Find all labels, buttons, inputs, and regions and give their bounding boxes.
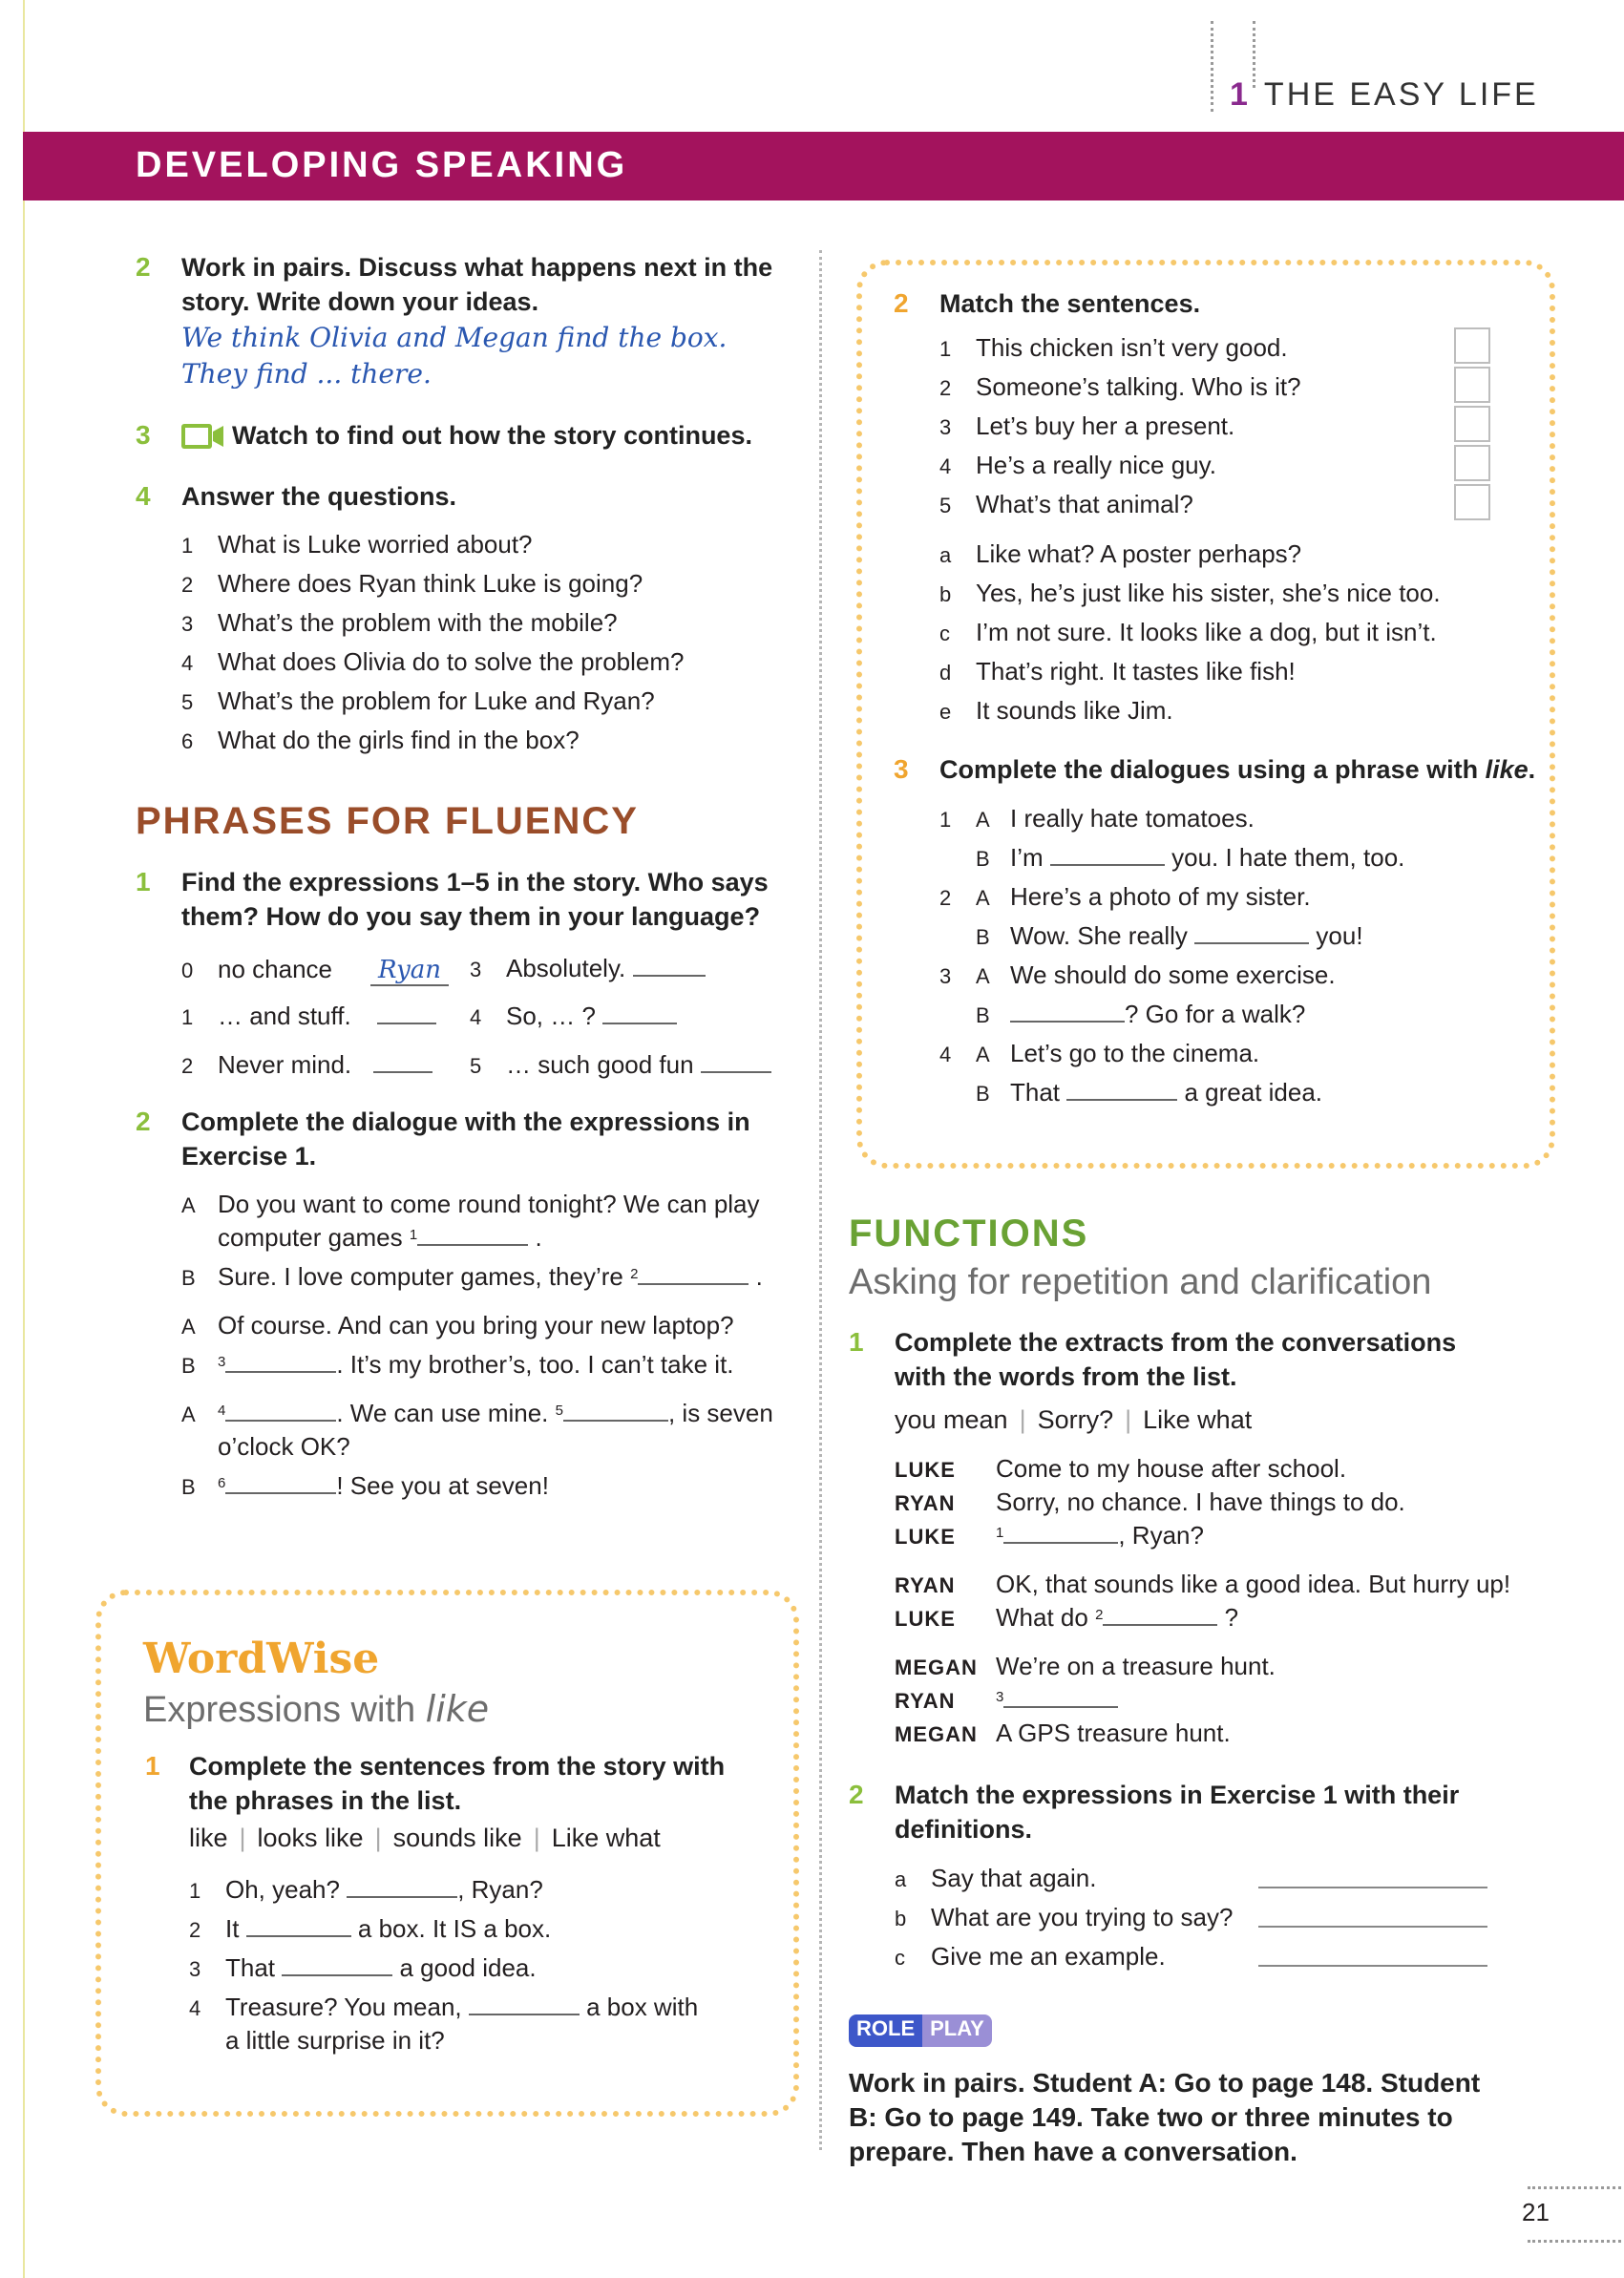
list-item: 1 What is Luke worried about?	[181, 530, 533, 559]
answer-blank	[417, 1221, 528, 1246]
exercise-instruction: Complete the sentences from the story with the phrases in the list.	[189, 1752, 726, 1815]
list-item: 2 It a box. It IS a box.	[189, 1914, 552, 1943]
exercise-instruction: Answer the questions.	[181, 482, 457, 511]
exercise-number: 1	[145, 1751, 160, 1781]
dialogue-line: B Sure. I love computer games, they’re $^2$ .	[181, 1262, 763, 1291]
answer-blank	[225, 1348, 336, 1373]
exercise-number: 2	[136, 1107, 151, 1136]
list-item: 4 Treasure? You mean, a box with	[189, 1993, 699, 2021]
list-item: 5 What’s that animal?	[939, 490, 1193, 518]
list-item: 2 Where does Ryan think Luke is going?	[181, 569, 643, 598]
page-number-rule	[1528, 2186, 1621, 2189]
section-band	[23, 132, 1624, 200]
list-item: 5 … such good fun	[470, 1048, 771, 1083]
list-item: 1 Oh, yeah? , Ryan?	[189, 1875, 543, 1904]
answer-box[interactable]	[1454, 445, 1490, 481]
video-camera-icon	[181, 424, 221, 449]
answer-box[interactable]	[1454, 367, 1490, 403]
answer-line[interactable]	[1258, 1965, 1487, 1967]
exercise-number: 3	[136, 420, 151, 450]
dialogue-line: RYAN Sorry, no chance. I have things to do.	[895, 1487, 1405, 1516]
header-dotted-rule	[1211, 21, 1213, 112]
answer-blank	[1010, 998, 1125, 1023]
list-item: b What are you trying to say?	[895, 1903, 1234, 1931]
answer-blank	[373, 1048, 432, 1073]
column-divider	[819, 250, 822, 2150]
answer-box[interactable]	[1454, 327, 1490, 364]
answer-blank	[282, 1951, 392, 1976]
dialogue-line: MEGAN We’re on a treasure hunt.	[895, 1652, 1276, 1680]
list-item: 3 Absolutely.	[470, 952, 706, 986]
answer-blank	[1003, 1683, 1118, 1708]
dialogue-line: LUKE $^1$ , Ryan?	[895, 1521, 1204, 1550]
answer-blank	[1103, 1601, 1217, 1626]
section-heading: FUNCTIONS	[849, 1213, 1089, 1255]
list-item: d That’s right. It tastes like fish!	[939, 657, 1296, 686]
list-item: 1 This chicken isn’t very good.	[939, 333, 1288, 362]
dialogue-line: B I’m you. I hate them, too.	[976, 843, 1405, 872]
list-item: 3 Let’s buy her a present.	[939, 411, 1235, 440]
unit-title: THE EASY LIFE	[1263, 76, 1539, 113]
list-item: 0 no chance Ryan	[181, 952, 449, 988]
exercise-number: 4	[136, 481, 151, 511]
dialogue-line: 3 A We should do some exercise.	[939, 960, 1336, 989]
left-margin-rule	[23, 0, 25, 2278]
wordwise-title: WordWise	[143, 1635, 380, 1683]
exercise-instruction: Complete the dialogues using a phrase with like.	[939, 755, 1536, 784]
answer-line[interactable]	[1258, 1887, 1487, 1888]
role-play-instruction: Work in pairs. Student A: Go to page 148. Student B: Go to page 149. Take two or three minutes to prepare. Then have a conversation.	[849, 2068, 1481, 2166]
answer-blank	[225, 1397, 336, 1422]
answer-blank	[377, 1000, 436, 1024]
list-item: 4 What does Olivia do to solve the problem?	[181, 647, 685, 676]
exercise-instruction: Match the expressions in Exercise 1 with their definitions.	[895, 1781, 1460, 1844]
dialogue-line: MEGAN A GPS treasure hunt.	[895, 1719, 1231, 1747]
dialogue-line: B $^3$ . It’s my brother’s, too. I can’t take it.	[181, 1350, 734, 1379]
dialogue-line: B Wow. She really you!	[976, 921, 1363, 950]
dialogue-line: B That a great idea.	[976, 1078, 1323, 1107]
page-number: 21	[1522, 2198, 1550, 2226]
word-list: like | looks like | sounds like | Like what	[189, 1824, 661, 1852]
answer-box[interactable]	[1454, 406, 1490, 442]
exercise-instruction: Watch to find out how the story continues.	[232, 421, 752, 450]
list-item: 4 So, … ?	[470, 1000, 677, 1034]
dialogue-line: 2 A Here’s a photo of my sister.	[939, 882, 1311, 911]
list-item: 4 He’s a really nice guy.	[939, 451, 1216, 479]
handwritten-answer: We think Olivia and Megan find the box. They find ... there.	[181, 322, 728, 390]
dialogue-line: RYAN $^3$	[895, 1683, 1118, 1718]
dialogue-line: LUKE What do $^2$ ?	[895, 1603, 1239, 1632]
exercise-number: 1	[136, 867, 151, 896]
unit-header	[1230, 76, 1539, 114]
role-play-badge: ROLE PLAY	[849, 2014, 992, 2047]
exercise-instruction: Complete the dialogue with the expressions in Exercise 1.	[181, 1107, 750, 1171]
wordwise-subtitle: Expressions with like	[143, 1688, 490, 1730]
list-item: 2 Someone’s talking. Who is it?	[939, 372, 1301, 401]
list-item: a Say that again.	[895, 1864, 1097, 1892]
dialogue-line: A Of course. And can you bring your new laptop?	[181, 1311, 734, 1339]
answer-blank	[563, 1397, 668, 1422]
list-item: 1 … and stuff.	[181, 1000, 436, 1034]
list-item: 3 That a good idea.	[189, 1953, 537, 1982]
answer-blank	[347, 1873, 457, 1898]
dialogue-line: A Do you want to come round tonight? We can play	[181, 1190, 760, 1218]
list-item: b Yes, he’s just like his sister, she’s nice too.	[939, 579, 1441, 607]
answer-line[interactable]	[1258, 1926, 1487, 1928]
answer-blank	[602, 1000, 677, 1024]
list-item: a little surprise in it?	[225, 2026, 445, 2055]
answer-blank	[246, 1912, 351, 1937]
handwritten-answer: Ryan	[370, 956, 449, 986]
list-item: c Give me an example.	[895, 1942, 1166, 1971]
answer-blank	[638, 1260, 749, 1285]
dialogue-line: computer games $^1$ .	[218, 1223, 542, 1252]
exercise-number: 2	[136, 252, 151, 282]
list-item: a Like what? A poster perhaps?	[939, 539, 1302, 568]
section-heading: PHRASES FOR FLUENCY	[136, 800, 639, 842]
list-item: 5 What’s the problem for Luke and Ryan?	[181, 686, 655, 715]
dialogue-line: A $^4$ . We can use mine. $^5$ , is seven	[181, 1399, 773, 1427]
unit-number: 1	[1230, 76, 1251, 113]
dialogue-line: RYAN OK, that sounds like a good idea. But hurry up!	[895, 1570, 1511, 1598]
list-item: c I’m not sure. It looks like a dog, but it isn’t.	[939, 618, 1437, 646]
exercise-number: 1	[849, 1327, 864, 1357]
exercise-instruction: Work in pairs. Discuss what happens next in the story. Write down your ideas.	[181, 253, 773, 316]
dialogue-line: B ? Go for a walk?	[976, 1000, 1306, 1028]
dialogue-line: o’clock OK?	[218, 1432, 350, 1461]
answer-box[interactable]	[1454, 484, 1490, 520]
dialogue-line: 1 A I really hate tomatoes.	[939, 804, 1255, 833]
list-item: 6 What do the girls find in the box?	[181, 726, 580, 754]
list-item: 2 Never mind.	[181, 1048, 432, 1083]
answer-blank	[1050, 841, 1165, 866]
exercise-instruction: Find the expressions 1–5 in the story. Who says them? How do you say them in your language?	[181, 868, 769, 931]
dialogue-line: B $^6$ ! See you at seven!	[181, 1471, 549, 1500]
answer-blank	[1066, 1076, 1177, 1101]
answer-blank	[1194, 919, 1309, 944]
answer-blank	[469, 1991, 580, 2015]
dialogue-line: 4 A Let’s go to the cinema.	[939, 1039, 1260, 1067]
word-list: you mean | Sorry? | Like what	[895, 1405, 1253, 1434]
answer-blank	[701, 1048, 771, 1073]
answer-blank	[1003, 1519, 1118, 1544]
section-subtitle: Asking for repetition and clarification	[849, 1262, 1432, 1302]
exercise-number: 2	[849, 1780, 864, 1809]
page-number-rule	[1528, 2240, 1621, 2243]
exercise-number: 2	[894, 288, 909, 318]
answer-blank	[633, 952, 706, 977]
exercise-instruction: Match the sentences.	[939, 289, 1201, 318]
list-item: 3 What’s the problem with the mobile?	[181, 608, 618, 637]
band-title: DEVELOPING SPEAKING	[136, 145, 628, 185]
dialogue-line: LUKE Come to my house after school.	[895, 1454, 1347, 1483]
exercise-number: 3	[894, 754, 909, 784]
list-item: e It sounds like Jim.	[939, 696, 1173, 725]
exercise-instruction: Complete the extracts from the conversations with the words from the list.	[895, 1328, 1457, 1391]
answer-blank	[225, 1469, 336, 1494]
